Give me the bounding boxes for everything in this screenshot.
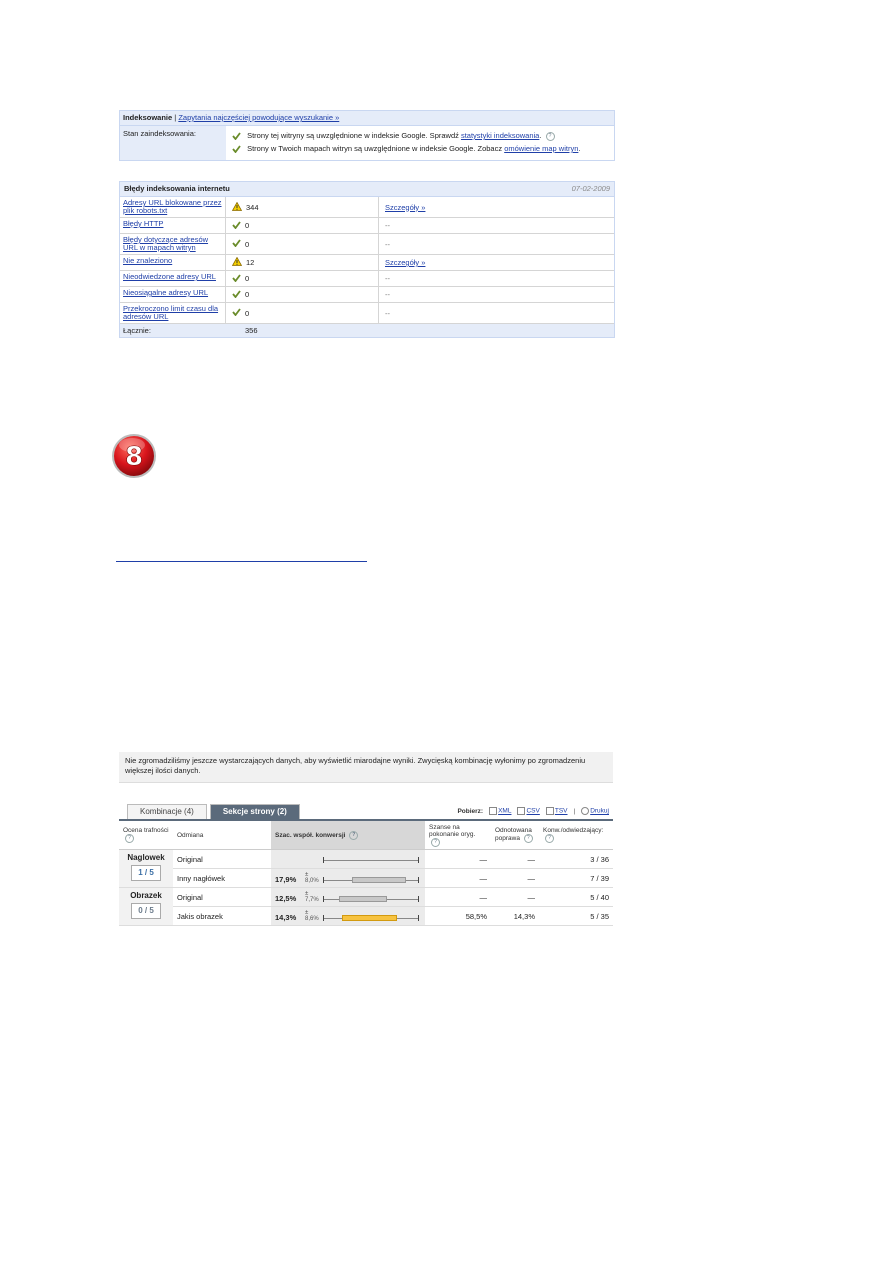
error-row [120, 234, 614, 255]
error-detail: -- [385, 308, 390, 318]
index-status-line-2: Strony w Twoich mapach witryn są uwzględnione w indeksie Google. Zobacz omówienie map witryn. [232, 142, 614, 155]
line2-text: Strony w Twoich mapach witryn są uwzględnione w indeksie Google. Zobacz [247, 144, 503, 153]
error-row [120, 255, 614, 271]
help-icon[interactable]: ? [546, 132, 555, 141]
col-variant: Odmiana [173, 820, 271, 850]
download-xml[interactable]: XML [489, 807, 511, 815]
error-count: 12 [226, 255, 379, 270]
variant-row [119, 888, 613, 907]
download-tsv[interactable]: TSV [546, 807, 568, 815]
index-stats-link[interactable]: statystyki indeksowania [460, 131, 540, 140]
xml-icon [489, 807, 497, 815]
conversion-bar [323, 895, 419, 903]
col-visits: Konw./odwiedzający: ? [539, 820, 613, 850]
error-detail: -- [385, 239, 390, 249]
help-icon[interactable]: ? [349, 831, 358, 840]
errors-header [120, 182, 614, 197]
visits-cell: 3 / 36 [539, 850, 613, 869]
conversion-bar [323, 914, 419, 922]
index-status-label: Stan zaindeksowania: [120, 126, 226, 160]
confidence-interval [339, 896, 387, 902]
conversion-cell [271, 850, 425, 869]
step-8-badge [110, 432, 158, 480]
help-icon[interactable]: ? [524, 834, 533, 843]
error-type-link[interactable]: Przekroczono limit czasu dla adresów URL [120, 303, 226, 323]
error-count: 0 [226, 303, 379, 323]
error-type-link[interactable]: Błędy dotyczące adresów URL w mapach witryn [120, 234, 226, 254]
help-icon[interactable]: ? [125, 834, 134, 843]
error-type-link[interactable]: Adresy URL blokowane przez plik robots.txt [120, 197, 226, 217]
errors-title: Błędy indeksowania internetu [124, 184, 230, 193]
print-button[interactable]: Drukuj [581, 807, 609, 815]
conversion-bar [323, 856, 419, 864]
conversion-cell: 12,5% ± 7,7% [271, 888, 425, 907]
check-icon [232, 221, 241, 231]
error-detail: -- [385, 221, 390, 230]
tab-combinations[interactable]: Kombinacje (4) [127, 804, 207, 819]
section-cell [119, 888, 173, 926]
check-icon [232, 274, 241, 284]
error-count: 0 [226, 287, 379, 302]
check-icon [232, 308, 241, 318]
visits-cell: 7 / 39 [539, 869, 613, 888]
conversion-cell: 14,3% ± 8,6% [271, 907, 425, 926]
section-cell [119, 850, 173, 888]
sitemap-overview-link[interactable]: omówienie map witryn [504, 144, 579, 153]
index-status-line-1: Strony tej witryny są uwzględnione w indeksie Google. Sprawdź statystyki indeksowania. ? [232, 129, 614, 142]
indexing-status-header [120, 111, 614, 126]
svg-text:8: 8 [124, 442, 144, 472]
error-detail[interactable]: Szczegóły » [385, 202, 426, 212]
check-icon [232, 290, 241, 300]
col-rating: Ocena trafności ? [119, 820, 173, 850]
confidence-interval [342, 915, 396, 921]
download-bar [457, 807, 609, 815]
col-chance: Szanse na pokonanie oryg. ? [425, 820, 491, 850]
tab-bar [127, 804, 300, 819]
improvement-cell: 14,3% [491, 907, 539, 926]
error-count: 0 [226, 234, 379, 254]
improvement-cell: — [491, 869, 539, 888]
warning-icon [232, 257, 242, 268]
notice-text: Nie zgromadziliśmy jeszcze wystarczających danych, aby wyświetlić miarodajne wyniki. Zwycięską kombinację wyłonimy po zgromadzeniu większej ilości danych. [119, 752, 613, 783]
variant-row [119, 907, 613, 926]
error-type-link[interactable]: Nie znaleziono [120, 255, 226, 270]
conversion-bar [323, 876, 419, 884]
chance-cell: — [425, 888, 491, 907]
error-row [120, 271, 614, 287]
variant-row [119, 869, 613, 888]
col-conversion: Szac. współ. konwersji ? [271, 820, 425, 850]
error-row [120, 218, 614, 234]
tab-page-sections[interactable]: Sekcje strony (2) [210, 804, 300, 819]
variant-name: Original [173, 850, 271, 869]
chance-cell: — [425, 869, 491, 888]
error-row [120, 303, 614, 324]
relevance-score: 1 / 5 [131, 865, 161, 881]
help-icon[interactable]: ? [431, 838, 440, 847]
underline-link[interactable] [116, 561, 367, 562]
line1-text: Strony tej witryny są uwzględnione w indeksie Google. Sprawdź [247, 131, 459, 140]
warning-icon [232, 202, 242, 213]
tsv-icon [546, 807, 554, 815]
col-improvement: Odnotowana poprawa ? [491, 820, 539, 850]
error-row [120, 287, 614, 303]
error-type-link[interactable]: Błędy HTTP [120, 218, 226, 233]
download-separator: | [573, 807, 576, 815]
errors-total-row [120, 324, 614, 337]
improvement-cell: — [491, 888, 539, 907]
visits-cell: 5 / 35 [539, 907, 613, 926]
error-detail: -- [385, 274, 390, 283]
variant-name: Inny nagłówek [173, 869, 271, 888]
results-table [119, 819, 613, 926]
section-name: Obrazek [130, 891, 162, 900]
chance-cell: 58,5% [425, 907, 491, 926]
improvement-cell: — [491, 850, 539, 869]
conversion-cell: 17,9% ± 8,0% [271, 869, 425, 888]
total-label: Łącznie: [123, 325, 151, 335]
experiment-panel [119, 752, 613, 928]
indexing-title: Indeksowanie [123, 113, 173, 122]
check-icon [232, 145, 241, 153]
csv-icon [517, 807, 525, 815]
visits-cell: 5 / 40 [539, 888, 613, 907]
error-count: 0 [226, 218, 379, 233]
print-icon [581, 807, 589, 815]
relevance-score: 0 / 5 [131, 903, 161, 919]
error-row [120, 197, 614, 218]
confidence-interval [352, 877, 406, 883]
error-type-link[interactable]: Nieosiągalne adresy URL [120, 287, 226, 302]
check-icon [232, 239, 241, 249]
chance-cell: — [425, 850, 491, 869]
total-value: 356 [245, 326, 258, 335]
error-detail[interactable]: Szczegóły » [385, 258, 426, 267]
error-count: 344 [226, 197, 379, 217]
top-queries-link[interactable]: Zapytania najczęściej powodujące wyszukanie » [178, 113, 340, 122]
error-detail: -- [385, 290, 390, 299]
indexing-errors-panel [119, 181, 615, 338]
indexing-status-panel [119, 110, 615, 161]
download-label: Pobierz: [457, 807, 484, 815]
download-csv[interactable]: CSV [517, 807, 539, 815]
variant-row [119, 850, 613, 869]
error-type-link[interactable]: Nieodwiedzone adresy URL [120, 271, 226, 286]
check-icon [232, 132, 241, 140]
error-count: 0 [226, 271, 379, 286]
variant-name: Original [173, 888, 271, 907]
help-icon[interactable]: ? [545, 834, 554, 843]
errors-date: 07-02-2009 [571, 184, 610, 193]
section-name: Naglowek [127, 853, 165, 862]
variant-name: Jakis obrazek [173, 907, 271, 926]
header-separator: | [174, 113, 177, 122]
